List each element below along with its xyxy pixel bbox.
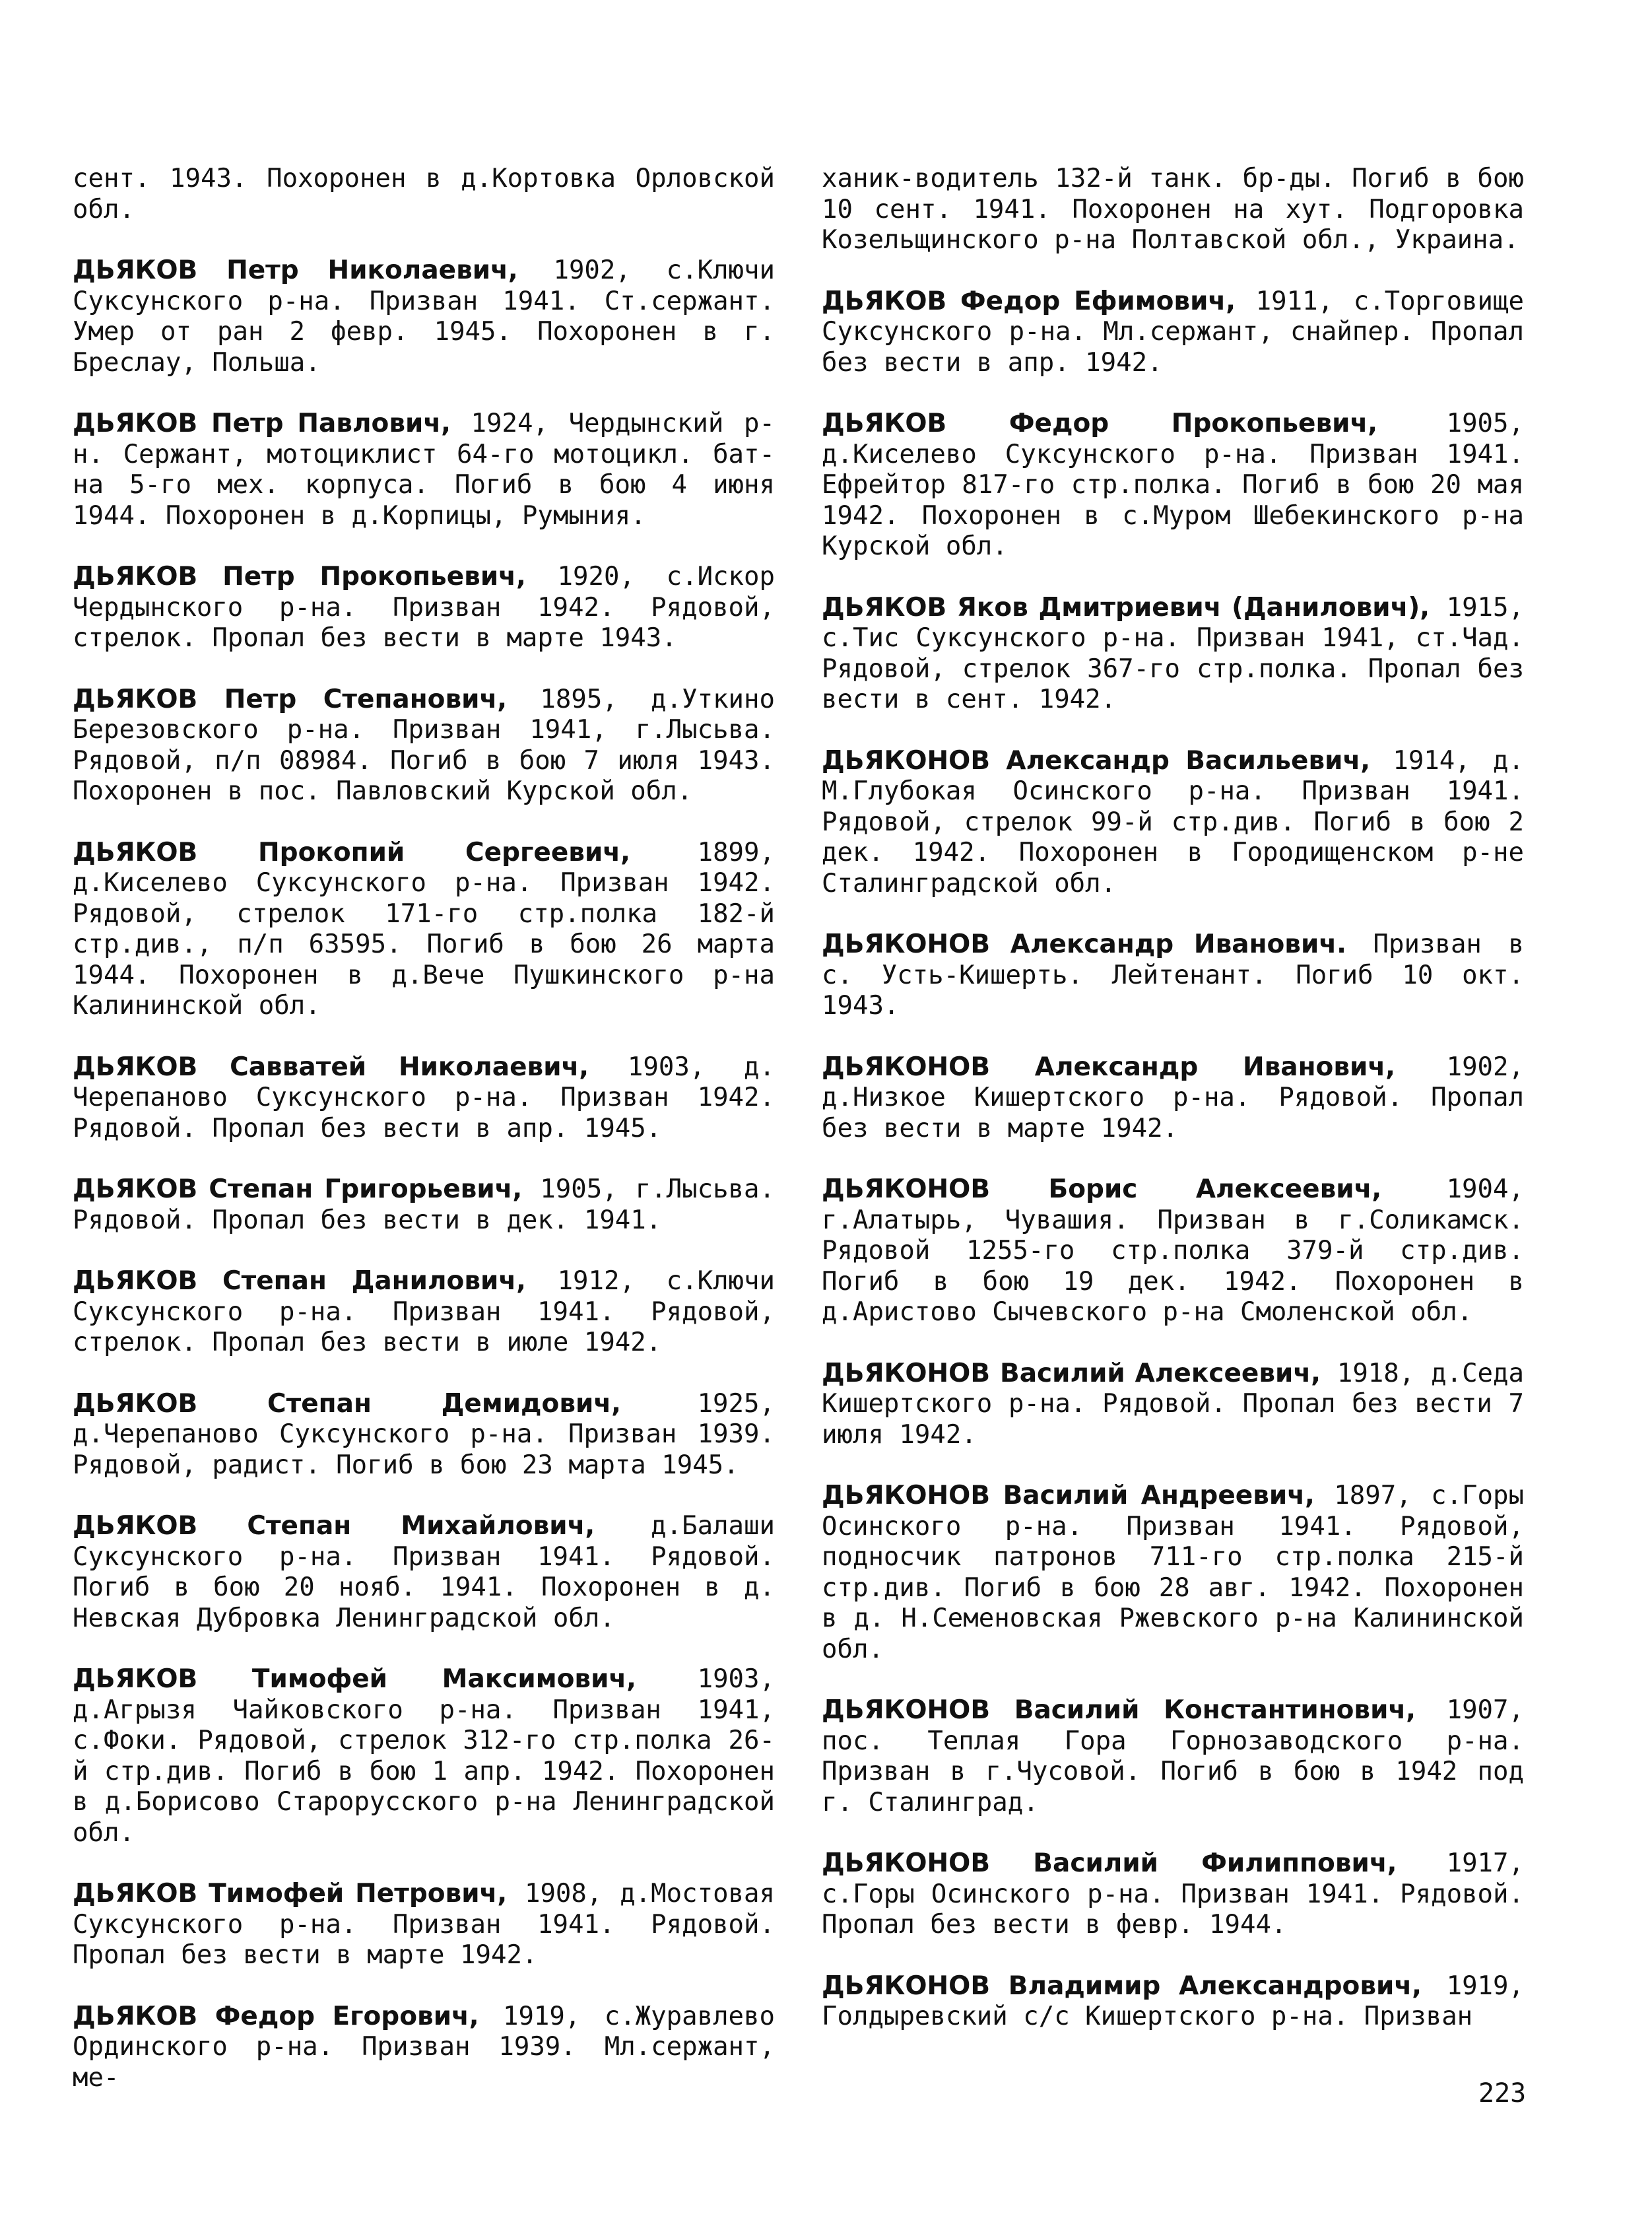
- entry-name: ДЬЯКОНОВ Борис Алексеевич,: [822, 1174, 1382, 1204]
- entry-name: ДЬЯКОНОВ Владимир Александрович,: [822, 1971, 1422, 2001]
- entry: [822, 929, 1524, 1022]
- entry-name: ДЬЯКОНОВ Василий Алексеевич,: [822, 1358, 1321, 1388]
- entry: [822, 409, 1524, 562]
- entry-name: ДЬЯКОНОВ Василий Филиппович,: [822, 1848, 1397, 1878]
- entry-text: сент. 1943. Похоронен в д.Кортовка Орловской обл.: [73, 164, 775, 224]
- entry-name: ДЬЯКОНОВ Василий Андреевич,: [822, 1481, 1315, 1510]
- entry-text: Призван в с. Усть-Кишерть. Лейтенант. Погиб 10 окт. 1943.: [822, 929, 1524, 1021]
- entry-text: д.Балаши Суксунского р-на. Призван 1941. Рядовой. Погиб в бою 20 нояб. 1941. Похоронен в д. Невская Дубровка Ленинградской обл.: [73, 1511, 775, 1633]
- entry: [822, 1695, 1524, 1818]
- entry-text: 1908, д.Мостовая Суксунского р-на. Призван 1941. Рядовой. Пропал без вести в марте 1942.: [73, 1879, 775, 1970]
- entry: [73, 1389, 775, 1481]
- entry-name: ДЬЯКОВ Тимофей Максимович,: [73, 1664, 636, 1694]
- entry-text: 1903, д.Агрызя Чайковского р-на. Призван 1941, с.Фоки. Рядовой, стрелок 312-го стр.полка 26-й стр.див. Погиб в бою 1 апр. 1942. Похоронен в д.Борисово Старорусского р-на Ленинградской обл.: [73, 1664, 775, 1848]
- entry-text: 1920, с.Искор Чердынского р-на. Призван 1942. Рядовой, стрелок. Пропал без вести в марте 1943.: [73, 562, 775, 653]
- entry: [73, 1664, 775, 1848]
- entry-text: 1902, с.Ключи Суксунского р-на. Призван 1941. Ст.сержант. Умер от ран 2 февр. 1945. Похоронен в г. Бреслау, Польша.: [73, 255, 775, 378]
- entry-name: ДЬЯКОВ Федор Ефимович,: [822, 286, 1236, 316]
- entry-name: ДЬЯКОНОВ Александр Иванович.: [822, 929, 1346, 959]
- entry-name: ДЬЯКОВ Савватей Николаевич,: [73, 1052, 589, 1082]
- entry-text: 1899, д.Киселево Суксунского р-на. Призван 1942. Рядовой, стрелок 171-го стр.полка 182-й стр.див., п/п 63595. Погиб в бою 26 марта 1944. Похоронен в д.Вече Пушкинского р-на Калининской обл.: [73, 837, 775, 1021]
- entry-text: 1925, д.Черепаново Суксунского р-на. Призван 1939. Рядовой, радист. Погиб в бою 23 марта 1945.: [73, 1388, 775, 1480]
- entry: [73, 1266, 775, 1359]
- entry: [822, 593, 1524, 716]
- entry-name: ДЬЯКОВ Яков Дмитриевич (Данилович),: [822, 592, 1430, 623]
- entry: [73, 1174, 775, 1236]
- entry-text: 1917, с.Горы Осинского р-на. Призван 1941. Рядовой. Пропал без вести в февр. 1944.: [822, 1848, 1524, 1940]
- entry-text: 1914, д. М.Глубокая Осинского р-на. Призван 1941. Рядовой, стрелок 99-й стр.див. Погиб в бою 2 дек. 1942. Похоронен в Городищенском р-не Сталинградской обл.: [822, 745, 1524, 898]
- entry-text: 1904, г.Алатырь, Чувашия. Призван в г.Соликамск. Рядовой 1255-го стр.полка 379-й стр.див. Погиб в бою 19 дек. 1942. Похоронен в д.Аристово Сычевского р-на Смоленской обл.: [822, 1174, 1524, 1327]
- entry-text: 1905, г.Лысьва. Рядовой. Пропал без вести в дек. 1941.: [73, 1174, 775, 1235]
- entry: [822, 287, 1524, 379]
- entry: [73, 1511, 775, 1634]
- entry-text: 1895, д.Уткино Березовского р-на. Призван 1941, г.Лысьва. Рядовой, п/п 08984. Погиб в бою 7 июля 1943. Похоронен в пос. Павловский Курской обл.: [73, 684, 775, 806]
- entry: [73, 255, 775, 378]
- entry: [822, 1174, 1524, 1328]
- entry-name: ДЬЯКОВ Степан Демидович,: [73, 1388, 621, 1419]
- entry: [73, 1052, 775, 1145]
- entry-text: 1919, Голдыревский с/с Кишертского р-на. Призван: [822, 1971, 1524, 2031]
- entry-name: ДЬЯКОНОВ Александр Васильевич,: [822, 745, 1371, 776]
- entry: [822, 1052, 1524, 1145]
- entry-text: 1897, с.Горы Осинского р-на. Призван 1941. Рядовой, подносчик патронов 711-го стр.полка 215-й стр.див. Погиб в бою 28 авг. 1942. Похоронен в д. Н.Семеновская Ржевского р-на Калининской обл.: [822, 1481, 1524, 1664]
- entry-name: ДЬЯКОВ Степан Григорьевич,: [73, 1174, 523, 1204]
- entry: [73, 1879, 775, 1971]
- entry: [822, 1481, 1524, 1665]
- entry-name: ДЬЯКОВ Петр Николаевич,: [73, 255, 518, 285]
- entry: [73, 685, 775, 807]
- entry: [73, 838, 775, 1022]
- entry: [73, 409, 775, 531]
- entry-name: ДЬЯКОВ Федор Прокопьевич,: [822, 409, 1378, 438]
- entry-text: ханик-водитель 132-й танк. бр-ды. Погиб в бою 10 сент. 1941. Похоронен на хут. Подгоровка Козельщинского р-на Полтавской обл., Украина.: [822, 164, 1524, 255]
- entry-text: 1905, д.Киселево Суксунского р-на. Призван 1941. Ефрейтор 817-го стр.полка. Погиб в бою 20 мая 1942. Похоронен в с.Муром Шебекинского р-на Курской обл.: [822, 409, 1524, 561]
- entry-text: 1903, д. Черепаново Суксунского р-на. Призван 1942. Рядовой. Пропал без вести в апр. 1945.: [73, 1052, 775, 1143]
- entry-name: ДЬЯКОВ Петр Степанович,: [73, 684, 508, 714]
- entry: [822, 1971, 1524, 2033]
- entry-text: 1911, с.Торговище Суксунского р-на. Мл.сержант, снайпер. Пропал без вести в апр. 1942.: [822, 286, 1524, 378]
- entry-name: ДЬЯКОВ Степан Данилович,: [73, 1266, 526, 1296]
- entry: [822, 164, 1524, 256]
- entry-name: ДЬЯКОВ Федор Егорович,: [73, 2001, 479, 2031]
- entry-name: ДЬЯКОНОВ Василий Константинович,: [822, 1695, 1416, 1725]
- entry: [822, 1848, 1524, 1941]
- entry: [822, 1359, 1524, 1451]
- entry: [73, 562, 775, 654]
- entry-name: ДЬЯКОВ Петр Павлович,: [73, 409, 451, 438]
- left-column: [73, 164, 775, 2124]
- entry-text: 1918, д.Седа Кишертского р-на. Рядовой. Пропал без вести 7 июля 1942.: [822, 1358, 1524, 1450]
- entry-text: 1924, Чердынский р-н. Сержант, мотоциклист 64-го мотоцикл. бат-на 5-го мех. корпуса. Погиб в бою 4 июня 1944. Похоронен в д.Корпицы, Румыния.: [73, 409, 775, 531]
- entry: [73, 2002, 775, 2094]
- right-column: [822, 164, 1524, 2063]
- entry-text: 1912, с.Ключи Суксунского р-на. Призван 1941. Рядовой, стрелок. Пропал без вести в июле 1942.: [73, 1266, 775, 1357]
- entry-name: ДЬЯКОВ Степан Михайлович,: [73, 1511, 595, 1541]
- entry-text: 1902, д.Низкое Кишертского р-на. Рядовой. Пропал без вести в марте 1942.: [822, 1052, 1524, 1143]
- entry-text: 1915, с.Тис Суксунского р-на. Призван 1941, ст.Чад. Рядовой, стрелок 367-го стр.полка. Пропал без вести в сент. 1942.: [822, 592, 1524, 714]
- entry-name: ДЬЯКОВ Петр Прокопьевич,: [73, 562, 526, 591]
- entry-name: ДЬЯКОНОВ Александр Иванович,: [822, 1052, 1395, 1082]
- entry: [822, 746, 1524, 900]
- entry-name: ДЬЯКОВ Тимофей Петрович,: [73, 1879, 508, 1908]
- entry-name: ДЬЯКОВ Прокопий Сергеевич,: [73, 837, 630, 867]
- page-number: 223: [1478, 2078, 1527, 2109]
- entry: [73, 164, 775, 225]
- entry-text: 1907, пос. Теплая Гора Горнозаводского р-на. Призван в г.Чусовой. Погиб в бою в 1942 под г. Сталинград.: [822, 1695, 1524, 1817]
- entry-text: 1919, с.Журавлево Ординского р-на. Призван 1939. Мл.сержант, ме-: [73, 2001, 775, 2093]
